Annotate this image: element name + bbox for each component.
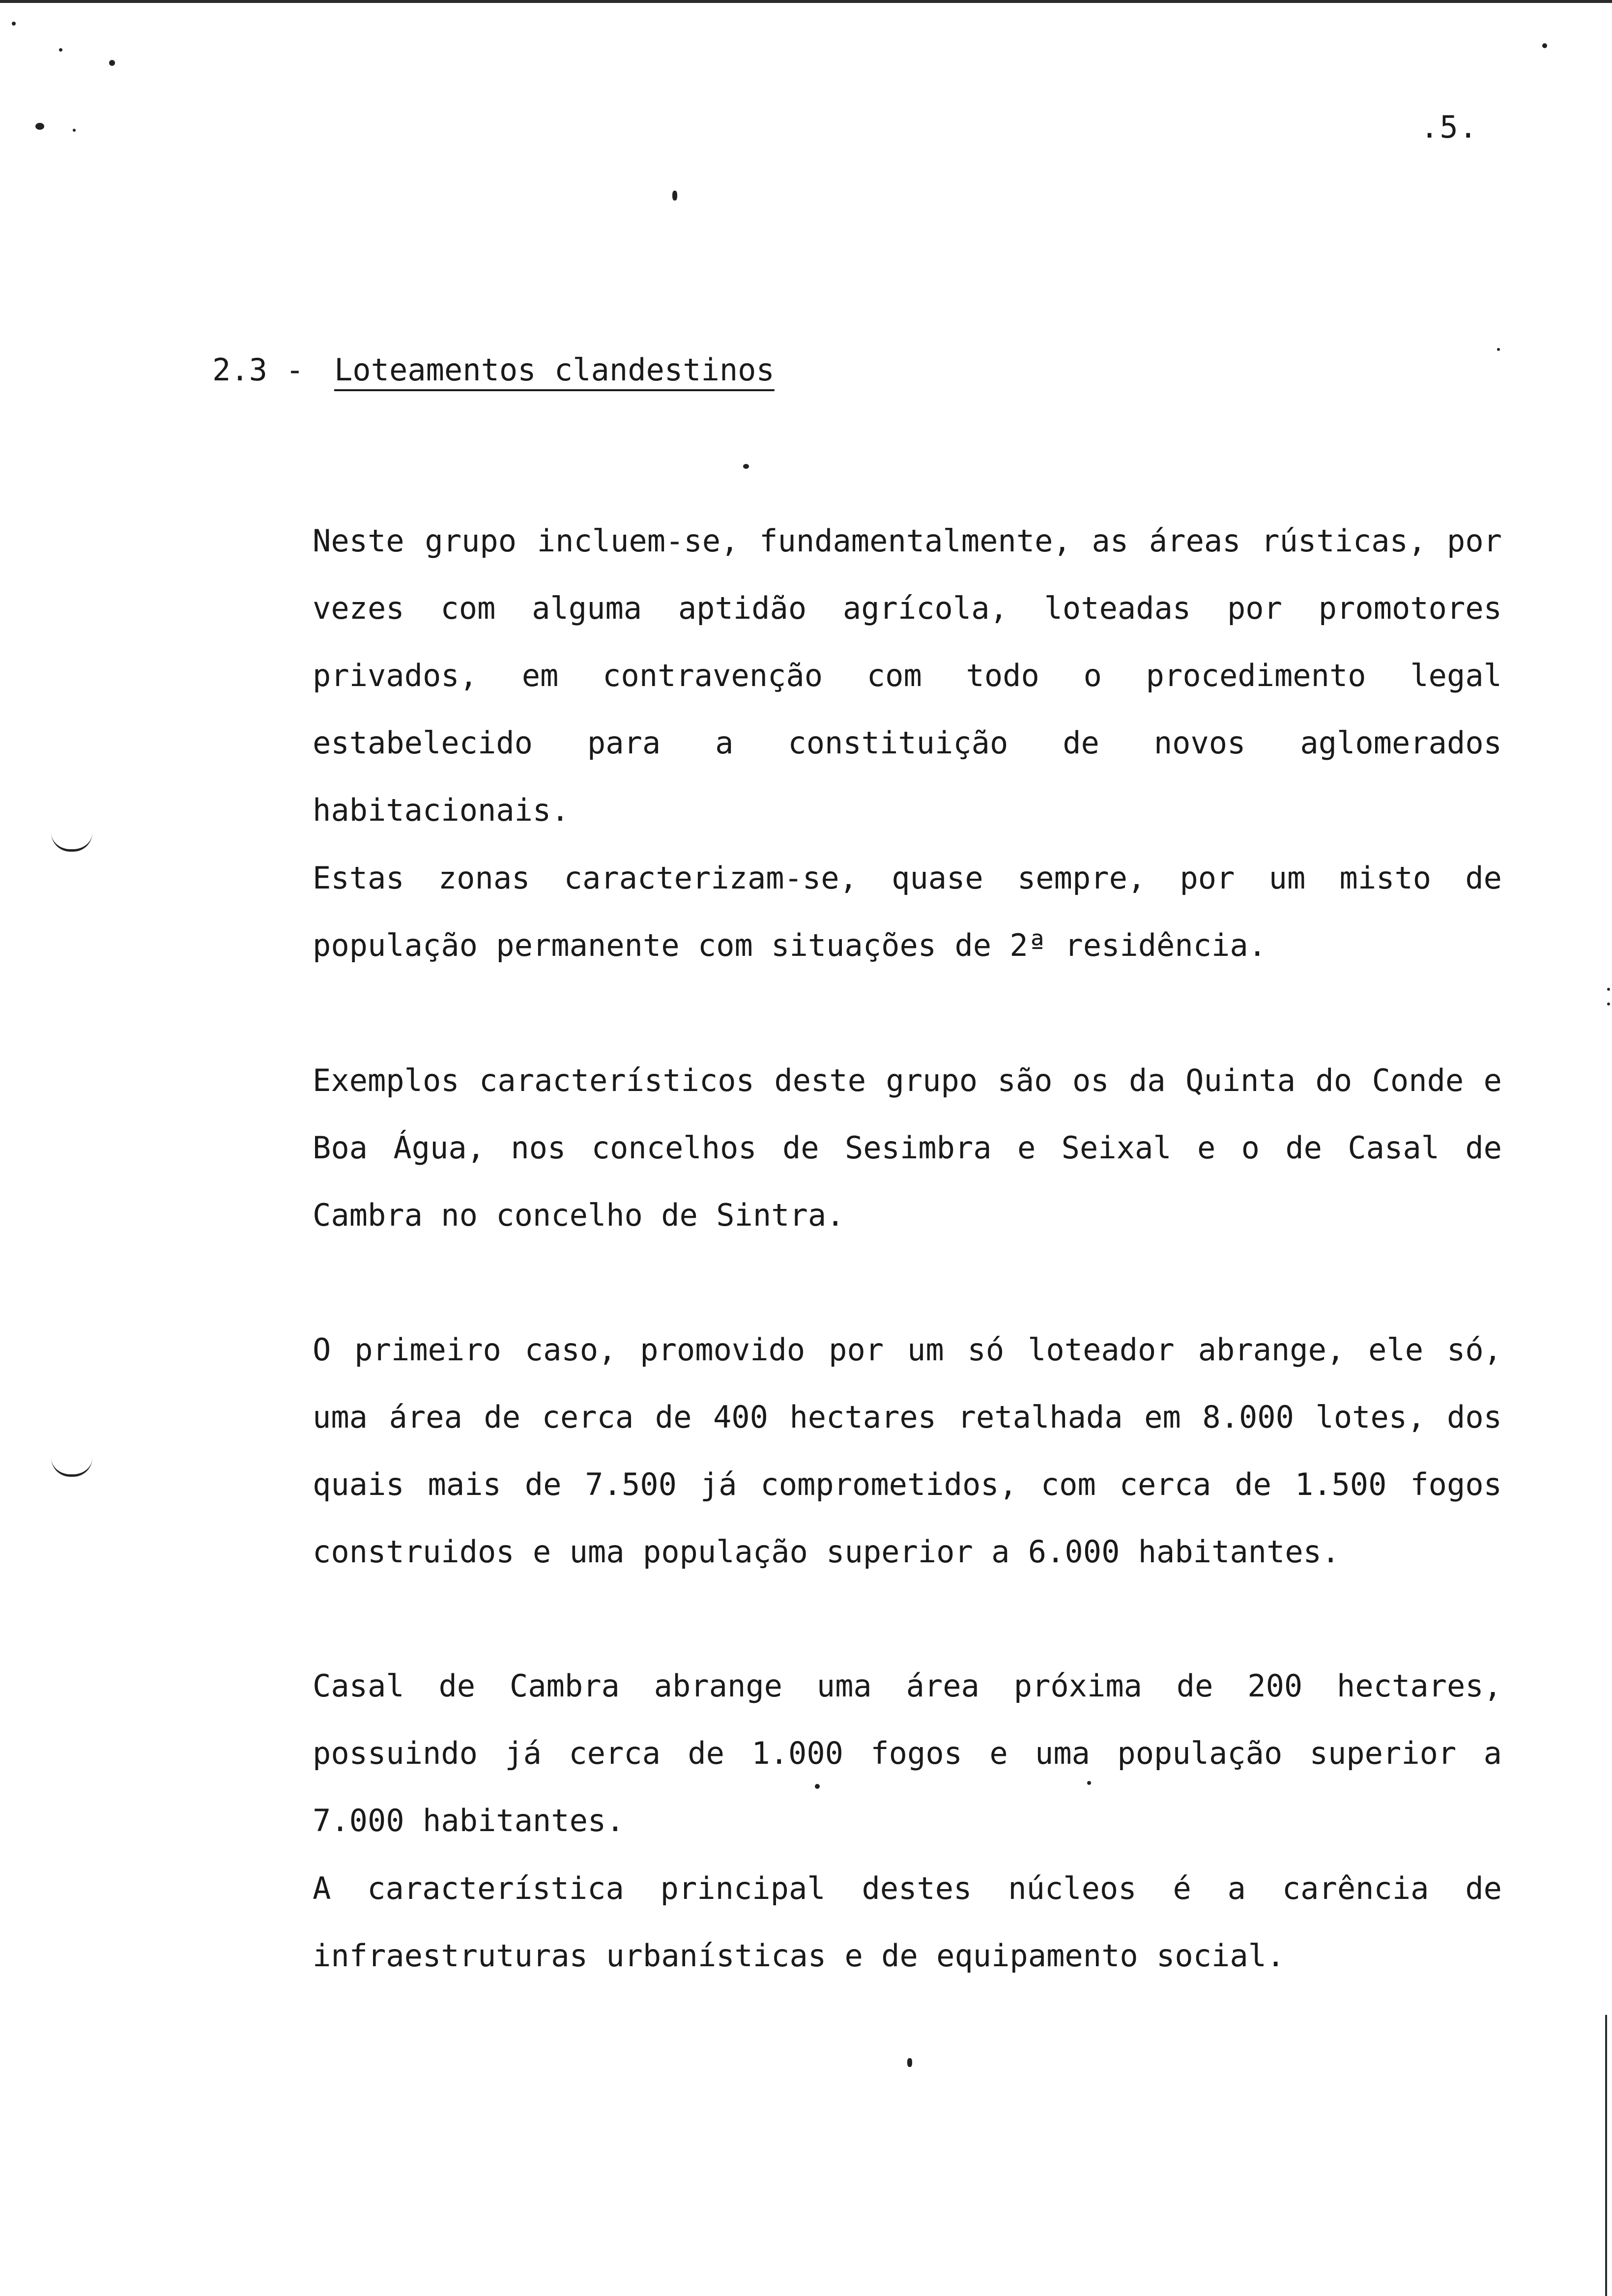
scan-speck	[73, 129, 76, 132]
section-number: 2.3 -	[212, 352, 304, 388]
scan-speck	[743, 464, 749, 469]
scan-speck	[1607, 988, 1610, 991]
binder-hole-mark	[51, 832, 92, 852]
scan-speck	[109, 60, 115, 66]
paragraph-main-characteristic: A característica principal destes núcleos é a carência de infraestruturas urbanísticas e de equipamento social.	[313, 1870, 1502, 1974]
right-edge-rule	[1605, 2015, 1607, 2296]
scan-speck	[907, 2058, 912, 2067]
paragraph-casal-de-cambra: Casal de Cambra abrange uma área próxima de 200 hectares, possuindo já cerca de 1.000 fogos e uma população superior a 7.000 habitantes.	[313, 1668, 1502, 1838]
top-edge-rule	[0, 0, 1612, 3]
scan-speck	[1497, 348, 1500, 351]
paragraph-first-case: O primeiro caso, promovido por um só loteador abrange, ele só, uma área de cerca de 400 hectares retalhada em 8.000 lotes, dos quais mais de 7.500 já comprometidos, com cerca de 1.500 fogos construidos e uma população superior a 6.000 habitantes.	[313, 1332, 1502, 1570]
binder-hole-mark	[51, 1458, 92, 1477]
scan-speck	[1607, 1003, 1610, 1005]
paragraph-definition: Neste grupo incluem-se, fundamentalmente, as áreas rústicas, por vezes com alguma aptidão agrícola, loteadas por promotores privados, em contravenção com todo o procedimento legal estabelecido para a constituição de novos aglomerados habitacionais.	[313, 523, 1502, 828]
scan-speck	[12, 22, 16, 26]
scan-speck	[35, 123, 44, 130]
paragraph-examples: Exemplos característicos deste grupo são os da Quinta do Conde e Boa Água, nos concelhos de Sesimbra e Seixal e o de Casal de Cambra no concelho de Sintra.	[313, 1062, 1502, 1233]
scan-speck	[672, 191, 677, 201]
page-number: .5.	[1420, 109, 1478, 145]
paragraph-population-mix: Estas zonas caracterizam-se, quase sempre, por um misto de população permanente com situações de 2ª residência.	[313, 860, 1502, 963]
scan-speck	[59, 48, 62, 52]
section-heading	[212, 352, 775, 388]
section-title: Loteamentos clandestinos	[334, 352, 775, 388]
scan-speck	[1542, 43, 1547, 48]
